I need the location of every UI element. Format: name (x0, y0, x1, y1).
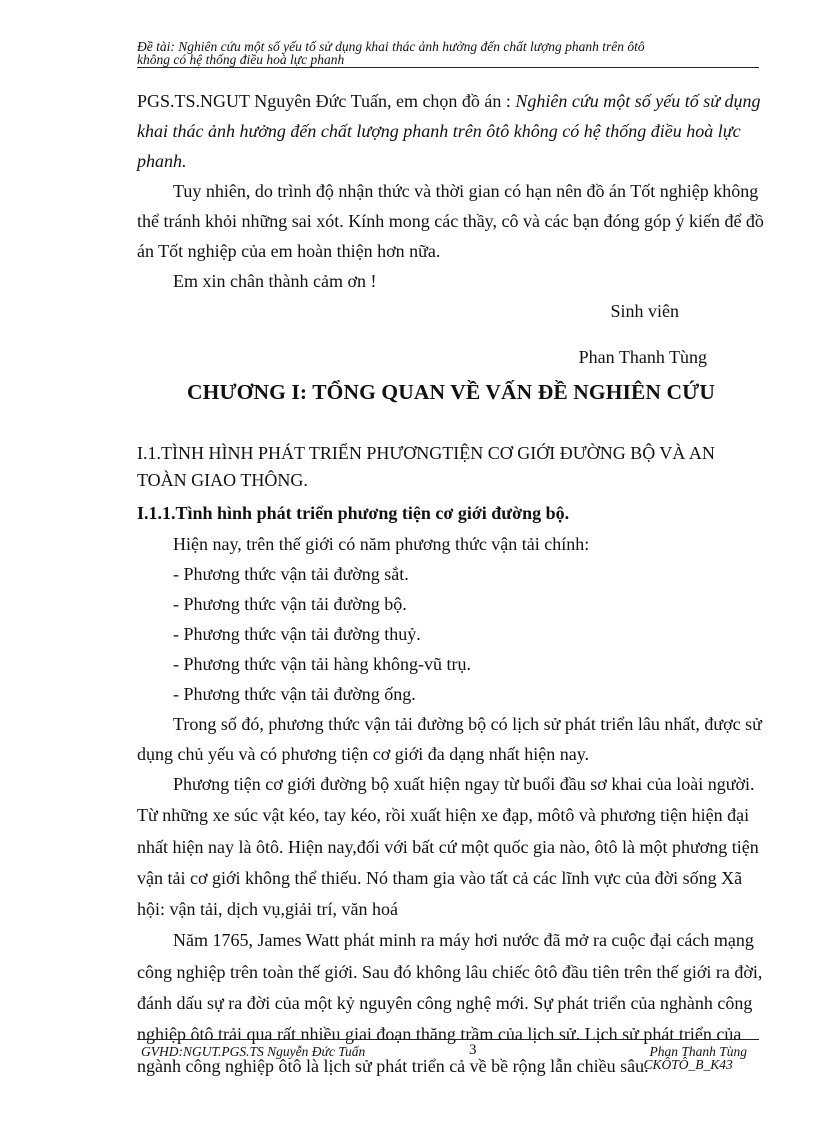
header-title-line-1: Đề tài: Nghiên cứu một số yếu tố sử dụng khai thác ảnh hưởng đến chất lượng phanh trên ôtô (137, 39, 645, 54)
header-title-line-2: không có hệ thống điều hoà lực phanh (137, 52, 345, 67)
footer-student-class: CKÔTÔ_B_K43 (643, 1057, 733, 1072)
signature-name: Phan Thanh Tùng (578, 347, 707, 367)
page-header (137, 40, 759, 68)
footer-student-name: Phan Thanh Tùng (649, 1044, 747, 1059)
document-body (137, 86, 765, 1082)
chapter-title: CHƯƠNG I: TỔNG QUAN VỀ VẤN ĐỀ NGHIÊN CỨU (187, 380, 715, 404)
footer-advisor: GVHD:NGUT.PGS.TS Nguyễn Đức Tuấn (141, 1044, 366, 1059)
intro-paragraph-1 (137, 86, 765, 176)
list-item: - Phương thức vận tải đường sắt. (173, 564, 409, 584)
page-number: 3 (469, 1042, 477, 1058)
footer-student (643, 1045, 747, 1071)
body-paragraph-road-transport: Trong số đó, phương thức vận tải đường bộ có lịch sử phát triển lâu nhất, được sử dụng chủ yếu và có phương tiện cơ giới đa dạng nhất hiện nay. (137, 714, 762, 764)
list-item: - Phương thức vận tải đường bộ. (173, 594, 407, 614)
list-item: - Phương thức vận tải hàng không-vũ trụ. (173, 654, 471, 674)
intro-paragraph-2: Tuy nhiên, do trình độ nhận thức và thời gian có hạn nên đồ án Tốt nghiệp không thể tránh khỏi những sai xót. Kính mong các thầy, cô và các bạn đóng góp ý kiến để đồ án Tốt nghiệp của em hoàn thiện hơn nữa. (137, 181, 764, 261)
signature-title: Sinh viên (610, 301, 679, 321)
section-heading-1: I.1.TÌNH HÌNH PHÁT TRIỂN PHƯƠNGTIỆN CƠ GIỚI ĐƯỜNG BỘ VÀ AN TOÀN GIAO THÔNG. (137, 443, 715, 490)
list-item: - Phương thức vận tải đường thuỷ. (173, 624, 421, 644)
body-paragraph-james-watt: Năm 1765, James Watt phát minh ra máy hơi nước đã mở ra cuộc đại cách mạng công nghiệp trên toàn thế giới. Sau đó không lâu chiếc ôtô đầu tiên trên thế giới ra đời, đánh dấu sự ra đời của một kỷ nguyên công nghệ mới. Sự phát triển của nghành công nghiệp ôtô trải qua rất nhiều giai đoạn thăng trầm của lịch sử. Lịch sử phát triển của ngành công nghiệp ôtô là lịch sử phát triển cả về bề rộng lẫn chiều sâu. (137, 930, 763, 1076)
body-paragraph-vehicle-history: Phương tiện cơ giới đường bộ xuất hiện ngay từ buổi đầu sơ khai của loài người. Từ những xe súc vật kéo, tay kéo, rồi xuất hiện xe đạp, môtô và phương tiện hiện đại nhất hiện nay là ôtô. Hiện nay,đối với bất cứ một quốc gia nào, ôtô là một phương tiện vận tải cơ giới không thể thiếu. Nó tham gia vào tất cả các lĩnh vực của đời sống Xã hội: vận tải, dịch vụ,giải trí, văn hoá (137, 774, 759, 920)
section-heading-1-1: I.1.1.Tình hình phát triển phương tiện cơ giới đường bộ. (137, 503, 570, 523)
page-footer (137, 1039, 759, 1072)
thesis-topic: Nghiên cứu một số yếu tố sử dụng khai thác ảnh hưởng đến chất lượng phanh trên ôtô không có hệ thống điều hoà lực phanh. (137, 91, 761, 171)
intro-thanks: Em xin chân thành cảm ơn ! (173, 271, 377, 291)
intro-advisor-text: PGS.TS.NGUT Nguyên Đức Tuấn, em chọn đồ án : (137, 91, 516, 111)
list-item: - Phương thức vận tải đường ống. (173, 684, 416, 704)
transport-lead: Hiện nay, trên thế giới có năm phương thức vận tải chính: (173, 534, 590, 554)
